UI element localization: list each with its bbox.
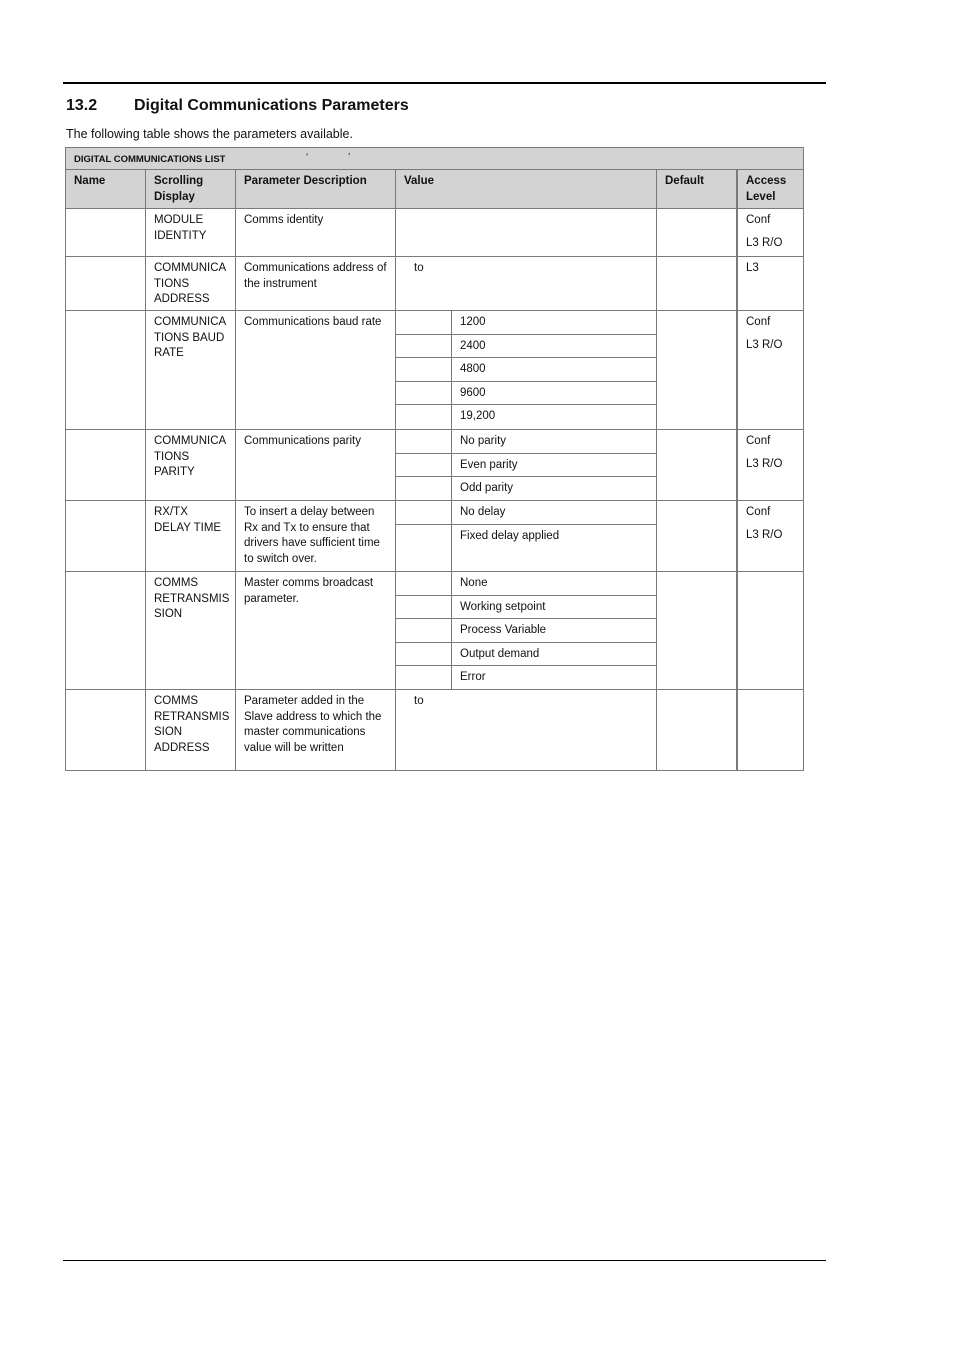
cell-name <box>66 430 146 500</box>
option-row <box>396 525 656 571</box>
option-label: No delay <box>460 506 506 518</box>
cell-scrolling-display: RX/TX DELAY TIME <box>146 501 236 571</box>
header-default: Default <box>657 170 737 208</box>
cell-value-options <box>396 572 657 689</box>
table-title-bar <box>66 148 803 170</box>
cell-name <box>66 257 146 310</box>
access-value: L3 R/O <box>746 528 783 541</box>
option-key <box>396 525 452 571</box>
cell-default <box>657 501 737 571</box>
cell-default <box>657 209 737 256</box>
option-key <box>396 430 452 453</box>
cell-value: to <box>396 690 657 770</box>
option-key <box>396 666 452 690</box>
table-row <box>66 311 803 430</box>
header-value: Value <box>396 170 657 208</box>
bottom-rule <box>63 1260 826 1261</box>
option-label: 1200 <box>460 316 486 328</box>
option-row <box>396 643 656 667</box>
cell-name <box>66 501 146 571</box>
section-title: Digital Communications Parameters <box>134 97 409 114</box>
access-value: L3 <box>746 262 759 274</box>
option-row <box>396 619 656 643</box>
option-key <box>396 619 452 642</box>
option-row <box>396 501 656 525</box>
header-scrolling-display: Scrolling Display <box>146 170 236 208</box>
option-row <box>396 430 656 454</box>
option-key <box>396 405 452 429</box>
option-row <box>396 477 656 501</box>
option-label: None <box>460 577 488 589</box>
cell-description: To insert a delay between Rx and Tx to ensure that drivers have sufficient time to switch over. <box>236 501 396 571</box>
access-value: Conf <box>746 214 771 226</box>
cell-access-level <box>737 572 803 689</box>
option-label: Odd parity <box>460 482 514 495</box>
intro-text: The following table shows the parameters available. <box>66 127 353 141</box>
table-row <box>66 257 803 311</box>
cell-scrolling-display: MODULE IDENTITY <box>146 209 236 256</box>
option-label: Fixed delay applied <box>460 529 560 542</box>
header-access-level: Access Level <box>737 170 803 208</box>
cell-scrolling-display: COMMUNICA TIONS ADDRESS <box>146 257 236 310</box>
option-row <box>396 382 656 406</box>
cell-name <box>66 572 146 689</box>
table-row <box>66 501 803 572</box>
cell-access-level <box>737 501 803 571</box>
cell-value-options <box>396 501 657 571</box>
option-key <box>396 382 452 405</box>
option-key <box>396 311 452 334</box>
cell-default <box>657 311 737 429</box>
option-row <box>396 596 656 620</box>
access-value: Conf <box>746 506 771 518</box>
option-key <box>396 643 452 666</box>
option-row <box>396 454 656 478</box>
cell-access-level <box>737 209 803 256</box>
access-value: L3 R/O <box>746 338 783 351</box>
cell-access-level <box>737 690 803 770</box>
cell-value <box>396 209 657 256</box>
option-label: Process Variable <box>460 624 547 637</box>
access-value: Conf <box>746 316 771 328</box>
cell-default <box>657 572 737 689</box>
option-key <box>396 572 452 595</box>
option-key <box>396 596 452 619</box>
header-name: Name <box>66 170 146 208</box>
cell-name <box>66 311 146 429</box>
option-row <box>396 572 656 596</box>
table-row <box>66 690 803 770</box>
table-row <box>66 430 803 501</box>
section-heading <box>66 97 409 115</box>
option-key <box>396 358 452 381</box>
option-label: 9600 <box>460 386 486 399</box>
cell-description: Parameter added in the Slave address to which the master communications value will be written <box>236 690 396 770</box>
cell-name <box>66 209 146 256</box>
section-number: 13.2 <box>66 97 98 114</box>
table-row <box>66 209 803 257</box>
option-label: 4800 <box>460 363 486 376</box>
cell-default <box>657 430 737 500</box>
table-title-mark: ‘ <box>306 152 309 163</box>
top-rule <box>63 82 826 84</box>
option-label: 19,200 <box>460 410 496 423</box>
cell-default <box>657 690 737 770</box>
cell-access-level <box>737 430 803 500</box>
option-row <box>396 311 656 335</box>
cell-default <box>657 257 737 310</box>
option-label: Even parity <box>460 458 518 471</box>
option-key <box>396 454 452 477</box>
parameters-table <box>65 147 804 771</box>
cell-name <box>66 690 146 770</box>
cell-description: Communications baud rate <box>236 311 396 429</box>
option-key <box>396 477 452 501</box>
option-label: Error <box>460 671 486 684</box>
option-row <box>396 405 656 429</box>
cell-description: Master comms broadcast parameter. <box>236 572 396 689</box>
option-label: Working setpoint <box>460 600 546 613</box>
cell-scrolling-display: COMMUNICA TIONS BAUD RATE <box>146 311 236 429</box>
option-label: 2400 <box>460 339 486 352</box>
option-key <box>396 335 452 358</box>
access-value: L3 R/O <box>746 457 783 470</box>
option-label: No parity <box>460 435 507 447</box>
option-row <box>396 335 656 359</box>
option-label: Output demand <box>460 647 540 660</box>
access-value: L3 R/O <box>746 236 783 249</box>
table-title: DIGITAL COMMUNICATIONS LIST <box>74 154 226 165</box>
table-title-mark: ’ <box>348 152 351 163</box>
cell-access-level <box>737 311 803 429</box>
cell-value: to <box>396 257 657 310</box>
cell-scrolling-display: COMMS RETRANSMIS SION ADDRESS <box>146 690 236 770</box>
cell-value-options <box>396 430 657 500</box>
cell-description: Comms identity <box>236 209 396 256</box>
table-row <box>66 572 803 690</box>
cell-scrolling-display: COMMS RETRANSMIS SION <box>146 572 236 689</box>
cell-access-level <box>737 257 803 310</box>
cell-scrolling-display: COMMUNICA TIONS PARITY <box>146 430 236 500</box>
cell-value-options <box>396 311 657 429</box>
option-row <box>396 358 656 382</box>
access-value: Conf <box>746 435 771 447</box>
cell-description: Communications parity <box>236 430 396 500</box>
cell-description: Communications address of the instrument <box>236 257 396 310</box>
table-header-row <box>66 170 803 209</box>
option-row <box>396 666 656 690</box>
header-description: Parameter Description <box>236 170 396 208</box>
option-key <box>396 501 452 524</box>
